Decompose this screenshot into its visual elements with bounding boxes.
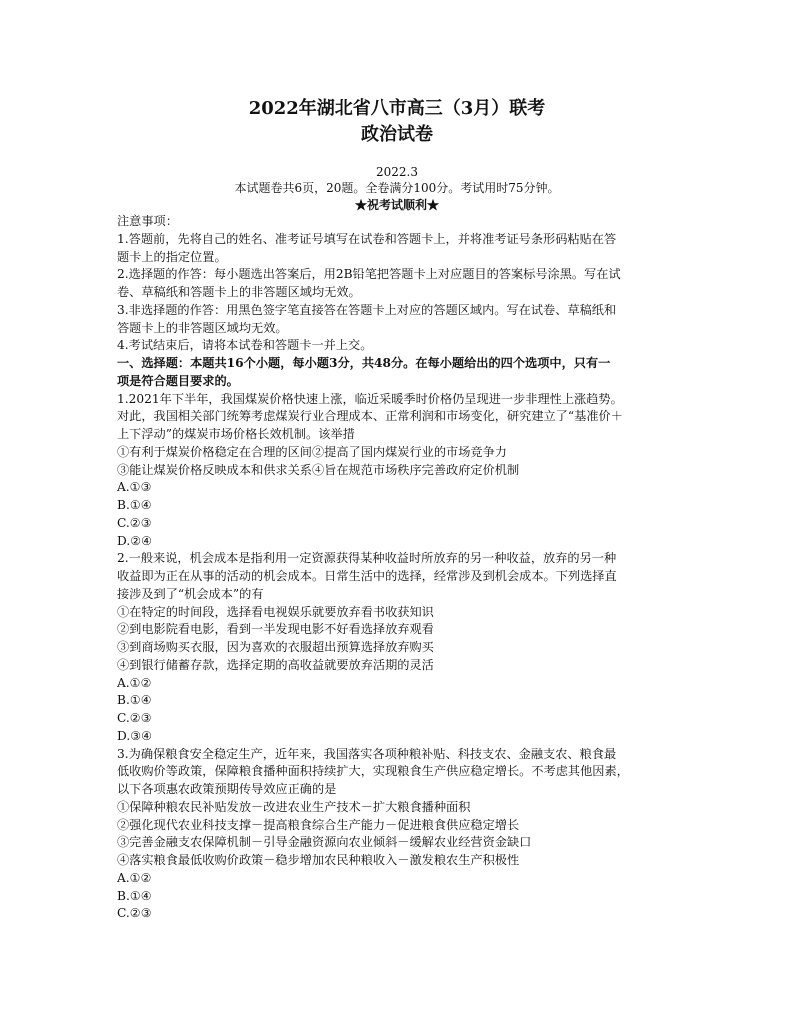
question-2-option-a: A.①② xyxy=(117,675,152,690)
question-2-option-b: B.①④ xyxy=(117,693,152,708)
question-1-statement: ①有利于煤炭价格稳定在合理的区间②提高了国内煤炭行业的市场竞争力 xyxy=(117,444,507,459)
question-3-statement: ①保障种粮农民补贴发放－改进农业生产技术－扩大粮食播种面积 xyxy=(117,799,471,814)
question-1-statement: ③能让煤炭价格反映成本和供求关系④旨在规范市场秩序完善政府定价机制 xyxy=(117,462,520,477)
question-3-option-a: A.①② xyxy=(117,870,152,885)
question-2-option-c: C.②③ xyxy=(117,711,152,725)
question-1-option-a: A.①③ xyxy=(117,480,152,495)
question-2-option-d: D.③④ xyxy=(117,728,153,743)
question-3-statement: ④落实粮食最低收购价政策－稳步增加农民种粮收入－激发粮农生产积极性 xyxy=(117,853,520,867)
exam-date: 2022.3 xyxy=(376,165,418,179)
question-1-stem: 对此，我国相关部门统筹考虑煤炭行业合理成本、正常利润和市场变化，研究建立了“基准价＋ xyxy=(117,409,623,424)
notice-heading: 注意事项： xyxy=(117,214,178,228)
question-2-stem: 收益即为正在从事的活动的机会成本。日常生活中的选择，经常涉及到机会成本。下列选择直 xyxy=(117,569,617,583)
notice-item: 卷、草稿纸和答题卡上的非答题区域均无效。 xyxy=(117,285,361,299)
notice-item: 3.非选择题的作答：用黑色签字笔直接答在答题卡上对应的答题区域内。写在试卷、草稿纸和 xyxy=(117,302,617,317)
question-3-stem: 低收购价等政策，保障粮食播种面积持续扩大，实现粮食生产供应稳定增长。不考虑其他因素， xyxy=(117,764,629,779)
question-3-statement: ②强化现代农业科技支撑－提高粮食综合生产能力－促进粮食供应稳定增长 xyxy=(117,817,520,832)
question-1-option-c: C.②③ xyxy=(117,515,152,530)
notice-item: 4.考试结束后，请将本试卷和答题卡一并上交。 xyxy=(117,338,373,353)
question-1-stem: 1.2021年下半年，我国煤炭价格快速上涨，临近采暖季时价格仍呈现进一步非理性上涨趋势。 xyxy=(117,391,623,406)
exam-blessing: ★祝考试顺利★ xyxy=(354,198,439,212)
exam-body xyxy=(117,213,683,923)
notice-item: 答题卡上的非答题区域均无效。 xyxy=(117,320,288,335)
question-3-option-b: B.①④ xyxy=(117,888,152,903)
question-2-stem: 2.一般来说，机会成本是指利用一定资源获得某种收益时所放弃的另一种收益，放弃的另一种 xyxy=(117,551,617,566)
section-heading: 项是符合题目要求的。 xyxy=(117,373,239,388)
exam-info: 本试题卷共6页，20题。全卷满分100分。考试用时75分钟。 xyxy=(234,181,560,195)
question-3-stem: 3.为确保粮食安全稳定生产，近年来，我国落实各项种粮补贴、科技支农、金融支农、粮食最 xyxy=(117,746,617,761)
question-3-stem: 以下各项惠农政策预期传导效应正确的是 xyxy=(117,782,337,796)
notice-item: 题卡上的指定位置。 xyxy=(117,249,227,264)
question-3-statement: ③完善金融支农保障机制－引导金融资源向农业倾斜－缓解农业经营资金缺口 xyxy=(117,835,532,850)
section-heading: 一、选择题：本题共16个小题，每小题3分，共48分。在每小题给出的四个选项中，只有一 xyxy=(117,356,611,370)
question-2-stem: 接涉及到了“机会成本”的有 xyxy=(117,586,264,601)
exam-title: 2022年湖北省八市高三（3月）联考 xyxy=(248,98,546,119)
question-3-option-c: C.②③ xyxy=(117,906,152,921)
exam-subject: 政治试卷 xyxy=(361,124,433,145)
question-1-option-b: B.①④ xyxy=(117,498,152,512)
notice-item: 2.选择题的作答：每小题选出答案后，用2B铅笔把答题卡上对应题目的答案标号涂黑。写在试 xyxy=(117,267,621,282)
question-2-statement: ②到电影院看电影，看到一半发现电影不好看选择放弃观看 xyxy=(117,622,434,637)
question-2-statement: ③到商场购买衣服，因为喜欢的衣服超出预算选择放弃购买 xyxy=(117,640,434,654)
notice-item: 1.答题前，先将自己的姓名、准考证号填写在试卷和答题卡上，并将准考证号条形码粘贴在答 xyxy=(117,231,617,246)
question-1-stem: 上下浮动”的煤炭市场价格长效机制。该举措 xyxy=(117,427,355,441)
question-1-option-d: D.②④ xyxy=(117,533,153,548)
question-2-statement: ④到银行储蓄存款，选择定期的高收益就要放弃活期的灵活 xyxy=(117,657,434,672)
question-2-statement: ①在特定的时间段，选择看电视娱乐就要放弃看书收获知识 xyxy=(117,604,434,619)
